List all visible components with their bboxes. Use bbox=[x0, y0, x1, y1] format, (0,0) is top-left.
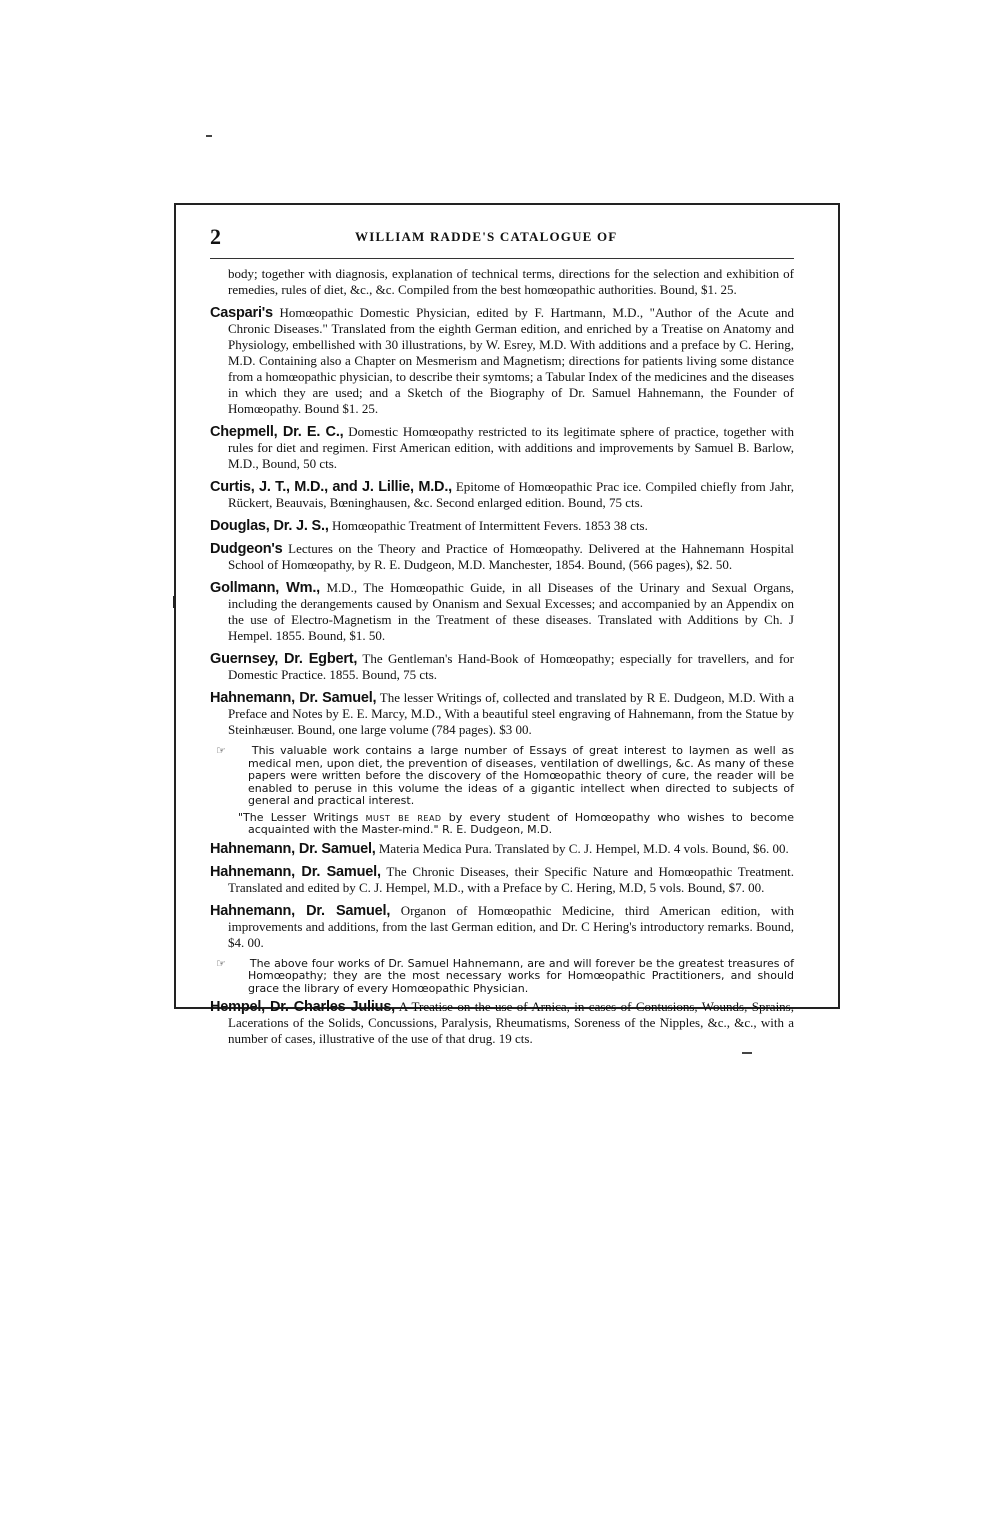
catalogue-entry bbox=[210, 541, 794, 573]
entry-author: Guernsey, Dr. Egbert, bbox=[210, 651, 358, 667]
catalogue-entry bbox=[210, 518, 794, 534]
entry-body: Epitome of Homœopathic Prac ice. Compiled chiefly from Jahr, Rückert, Beauvais, Bœninghausen, &c. Second enlarged edition. Bound, 75 cts. bbox=[228, 479, 795, 510]
header-rule bbox=[210, 258, 794, 259]
entry-body: Domestic Homœopathy restricted to its legitimate sphere of practice, together with rules for diet and regimen. First American edition, with additions and improvements by Samuel B. Barlow, M.D., Bound, 50 cts. bbox=[228, 424, 794, 471]
entry-author: Dudgeon's bbox=[210, 541, 283, 557]
editorial-note bbox=[210, 958, 794, 996]
catalogue-content bbox=[210, 266, 794, 1054]
page-number: 2 bbox=[210, 224, 221, 249]
entry-author: Hahnemann, Dr. Samuel, bbox=[210, 863, 381, 880]
catalogue-entry bbox=[210, 864, 794, 896]
catalogue-entry bbox=[210, 690, 794, 738]
catalogue-entry bbox=[210, 841, 794, 857]
entry-body: Homœopathic Treatment of Intermittent Fevers. 1853 38 cts. bbox=[328, 518, 648, 533]
quote-text-end: by every student of Homœopathy who wishes to become acquainted with the Master-mind." R. E. Dudgeon, M.D. bbox=[248, 810, 794, 836]
catalogue-entry bbox=[210, 266, 794, 298]
entry-author: Caspari's bbox=[210, 305, 273, 321]
entry-body: body; together with diagnosis, explanation of technical terms, directions for the selection and exhibition of remedies, rules of diet, &c., &c. Compiled from the best homœopathic authorities. Bound, $1. 25. bbox=[228, 266, 794, 297]
scan-speck bbox=[206, 135, 212, 137]
entry-author: Gollmann, Wm., bbox=[210, 580, 320, 596]
entry-body: Materia Medica Pura. Translated by C. J. Hempel, M.D. 4 vols. Bound, $6. 00. bbox=[375, 840, 789, 856]
entry-body: A Treatise on the use of Arnica, in cases of Contusions, Wounds, Sprains, Lacerations of the Solids, Concussions, Paralysis, Rheumatisms, Soreness of the Nipples, &c., &c., with a number of cases, illustrative of the use of that drug. 19 cts. bbox=[228, 999, 794, 1046]
quote-emphasis: must be read bbox=[365, 810, 442, 824]
entry-body: M.D., The Homœopathic Guide, in all Diseases of the Urinary and Sexual Organs, including the derangements caused by Onanism and Sexual Excesses; and accompanied by an Appendix on the use of Electro-Magnetism in the Treatment of these diseases. Translated with Additions by Ch. J Hempel. 1855. Bound, $1. 50. bbox=[228, 580, 795, 643]
catalogue-entry bbox=[210, 580, 794, 644]
entry-author: Hahnemann, Dr. Samuel, bbox=[210, 840, 376, 857]
endorsement-quote bbox=[210, 812, 794, 837]
pointing-hand-icon: ☞ bbox=[216, 744, 226, 757]
catalogue-entry bbox=[210, 305, 794, 417]
catalogue-entry bbox=[210, 651, 794, 683]
entry-author: Douglas, Dr. J. S., bbox=[210, 518, 329, 534]
note-text: The above four works of Dr. Samuel Hahnemann, are and will forever be the greatest treasures of Homœopathy; they are the most necessary works for Homœopathic Practitioners, and should grace the library of every Homœopathic Physician. bbox=[248, 956, 794, 995]
entry-author: Hahnemann, Dr. Samuel, bbox=[210, 690, 377, 706]
entry-body: The Gentleman's Hand-Book of Homœopathy; especially for travellers, and for Domestic Practice. 1855. Bound, 75 cts. bbox=[228, 651, 794, 682]
catalogue-entry bbox=[210, 424, 794, 472]
catalogue-entry bbox=[210, 999, 794, 1047]
entry-author: Chepmell, Dr. E. C., bbox=[210, 424, 344, 440]
entry-body: Homœopathic Domestic Physician, edited by F. Hartmann, M.D., "Author of the Acute and Chronic Diseases." Translated from the eighth German edition, and enriched by a Treatise on Anatomy and Physiology, embellished with 30 illustrations, by W. Esrey, M.D. With additions and a preface by C. Hering, M.D. Containing also a Chapter on Mesmerism and Magnetism; directions for patients living some distance from a homœopathic physician, to describe their symtoms; a Tabular Index of the medicines and the diseases in which they are used; and a Sketch of the Biography of Dr. Samuel Hahnemann, the Founder of Homœopathy. Bound $1. 25. bbox=[228, 305, 795, 416]
entry-author: Hahnemann, Dr. Samuel, bbox=[210, 902, 391, 919]
note-text: This valuable work contains a large number of Essays of great interest to laymen as well as medical men, upon diet, the prevention of diseases, ventilation of dwellings, &c. As many of these papers were written before the discovery of the Homœopathic theory of cure, the reader will be enabled to peruse in this volume the ideas of a gigantic intellect when directed to subjects of general and practical interest. bbox=[248, 744, 794, 807]
entry-body: The lesser Writings of, collected and translated by R E. Dudgeon, M.D. With a Preface and Notes by E. E. Marcy, M.D., With a beautiful steel engraving of Hahnemann, from the Statue by Steinhæuser. Bound, one large volume (784 pages). $3 00. bbox=[228, 690, 794, 737]
pointing-hand-icon: ☞ bbox=[216, 956, 226, 970]
running-head: WILLIAM RADDE'S CATALOGUE OF bbox=[355, 229, 618, 244]
editorial-note bbox=[210, 745, 794, 808]
catalogue-entry bbox=[210, 903, 794, 951]
entry-author: Curtis, J. T., M.D., and J. Lillie, M.D., bbox=[210, 479, 452, 495]
entry-author: Hempel, Dr. Charles Julius, bbox=[210, 999, 396, 1015]
quote-text-start: "The Lesser Writings bbox=[238, 810, 366, 824]
entry-body: The Chronic Diseases, their Specific Nature and Homœopathic Treatment. Translated and edited by C. J. Hempel, M.D., with a Preface by C. Hering, M.D, 5 vols. Bound, $7. 00. bbox=[228, 863, 794, 895]
entry-body: Lectures on the Theory and Practice of Homœopathy. Delivered at the Hahnemann Hospital School of Homœopathy, by R. E. Dudgeon, M.D. Manchester, 1854. Bound, (566 pages), $2. 50. bbox=[228, 541, 794, 572]
entry-body: Organon of Homœopathic Medicine, third American edition, with improvements and additions, from the last German edition, and Dr. C Hering's introductory remarks. Bound, $4. 00. bbox=[228, 902, 794, 950]
catalogue-entry bbox=[210, 479, 794, 511]
